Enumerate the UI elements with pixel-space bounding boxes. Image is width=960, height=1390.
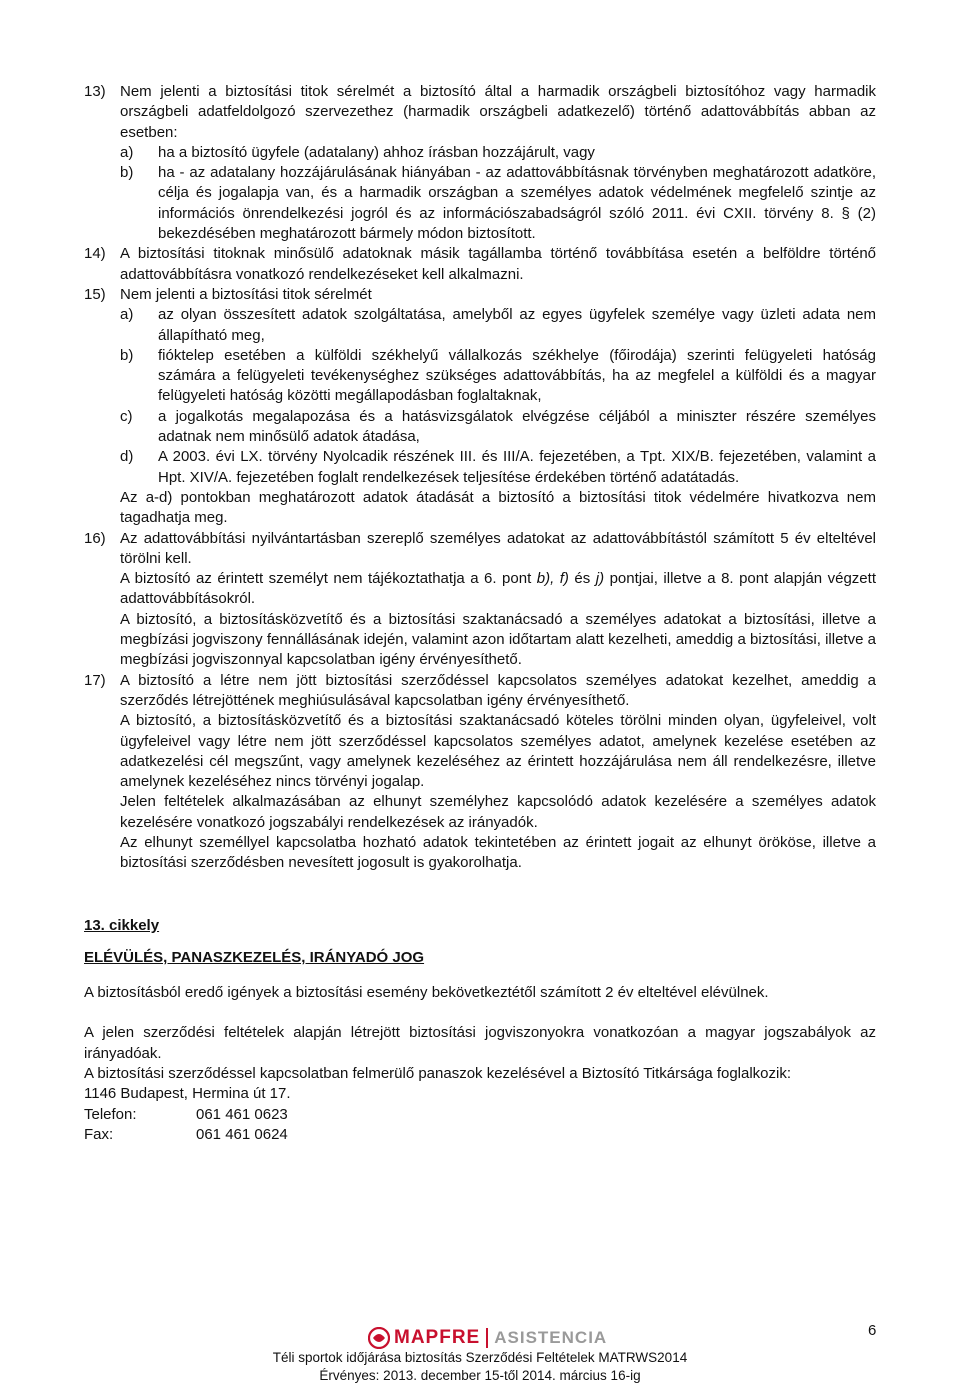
phone-value: 061 461 0623 xyxy=(196,1105,288,1123)
point-ref: f) xyxy=(559,570,569,588)
phone-label: Telefon: xyxy=(84,1105,137,1123)
item-text: Nem jelenti a biztosítási titok sérelmét a biztosító által a harmadik országbeli biztosítóhoz vagy harmadik országbeli adatfeldolgozó szervezethez (harmadik országbeli adatkezelő) történő adattovábbítás abban az esetben: xyxy=(120,83,876,141)
sub-item-text: az olyan összesített adatok szolgáltatása, amelyből az egyes ügyfelek személye vagy üzleti adata nem állapítható meg, xyxy=(158,306,876,344)
sub-item-letter: b) xyxy=(120,164,134,182)
sub-item-b xyxy=(120,163,876,244)
contact-phone xyxy=(84,1105,876,1125)
item-paragraph: A biztosító a létre nem jött biztosítási szerződéssel kapcsolatos személyes adatokat kezelhet, ameddig a szerződés létrejöttének meghiúsulásával kapcsolatban igény érvényesíthető. xyxy=(120,671,876,709)
sub-item-text: ha a biztosító ügyfele (adatalany) ahhoz írásban hozzájárult, vagy xyxy=(158,143,595,161)
section-item-15 xyxy=(84,285,876,529)
contact-fax xyxy=(84,1125,876,1145)
fax-value: 061 461 0624 xyxy=(196,1125,288,1143)
point-ref: j) xyxy=(595,570,605,588)
sub-item-letter: a) xyxy=(120,306,134,324)
sub-item-letter: c) xyxy=(120,407,133,425)
sub-item-letter: b) xyxy=(120,346,134,364)
section-item-14 xyxy=(84,244,876,285)
item-paragraph xyxy=(120,569,876,610)
text-run: pontjai, illetve a 8. pont alapján végzett adattovábbításokról. xyxy=(120,570,876,608)
article-paragraph: A jelen szerződési feltételek alapján létrejött biztosítási jogviszonyokra vonatkozóan a magyar jogszabályok az irányadóak. xyxy=(84,1024,876,1062)
item-number: 13) xyxy=(84,83,106,100)
sub-item-a xyxy=(120,305,876,346)
text-run: és xyxy=(568,570,596,588)
item-number: 17) xyxy=(84,671,106,689)
sub-item-text: a jogalkotás megalapozása és a hatásvizsgálatok elvégzése céljából a miniszter részére személyes adatnak nem minősülő adatok átadása, xyxy=(158,407,876,446)
point-ref: b) xyxy=(536,570,551,588)
item-note: Az a-d) pontokban meghatározott adatok átadását a biztosító a biztosítási titok védelmére hivatkozva nem tagadhatja meg. xyxy=(120,488,876,527)
sub-item-text: A 2003. évi LX. törvény Nyolcadik részének III. és III/A. fejezetében, a Tpt. XIX/B. fejezetében, valamint a Hpt. XIV/A. fejezetében foglalt rendelkezések teljesítése érdekében történő adatátadás. xyxy=(158,448,876,486)
item-text: Nem jelenti a biztosítási titok sérelmét xyxy=(120,285,372,303)
sub-item-a xyxy=(120,143,876,163)
item-paragraph: A biztosító, a biztosításközvetítő és a biztosítási szaktanácsadó köteles törölni minden olyan, ügyfeleivel, volt ügyfeleivel vagy létre nem jött szerződéssel kapcsolatos személyes adatot, amelynek kezelése esetében az adatkezelési cél megszűnt, vagy amelynek kezeléséhez az érintett hozzájárulása nem áll rendelkezésre, illetve amelynek kezeléséhez nincs törvényi jogalap. xyxy=(120,712,876,791)
sub-item-d xyxy=(120,447,876,488)
footer-doc-title: Téli sportok időjárása biztosítás Szerződési Feltételek MATRWS2014 xyxy=(272,1350,688,1365)
sub-item-b xyxy=(120,346,876,407)
sub-item-letter: a) xyxy=(120,143,134,161)
fax-label: Fax: xyxy=(84,1125,114,1143)
page-content xyxy=(84,82,876,1145)
item-number: 16) xyxy=(84,529,106,547)
item-paragraph: Az adattovábbítási nyilvántartásban szereplő személyes adatokat az adattovábbítástól számított 5 év elteltével törölni kell. xyxy=(120,529,876,567)
item-number: 15) xyxy=(84,285,106,303)
contact-address: 1146 Budapest, Hermina út 17. xyxy=(84,1085,291,1103)
logo-brand-text: MAPFRE xyxy=(394,1327,481,1348)
item-number: 14) xyxy=(84,245,106,263)
sub-item-text: ha - az adatalany hozzájárulásának hiányában - az adattovábbításnak törvényben meghatározott adatköre, célja és jogalapja van, és a harmadik országban a személyes adatok védelmének megfelelő szintje az információs önrendelkezési jogról és az információszabadságról szóló 2011. évi CXII. törvény 8. § (2) bekezdésében meghatározott bármely módon biztosított. xyxy=(158,164,876,243)
text-run: A biztosító az érintett személyt nem tájékoztathatja a 6. pont xyxy=(120,570,537,588)
item-text: A biztosítási titoknak minősülő adatoknak másik tagállamba történő továbbítása esetén a belföldre történő adattovábbításra vonatkozó rendelkezéseket kell alkalmazni. xyxy=(120,245,876,283)
text-run: , xyxy=(550,570,560,588)
item-paragraph: Jelen feltételek alkalmazásában az elhunyt személyhez kapcsolódó adatok kezelésére a személyes adatok kezelésére vonatkozó jogszabályi rendelkezések az irányadók. xyxy=(120,793,876,831)
section-item-17 xyxy=(84,671,876,874)
article-title: ELÉVÜLÉS, PANASZKEZELÉS, IRÁNYADÓ JOG xyxy=(84,948,425,966)
article-number: 13. cikkely xyxy=(84,916,160,934)
sub-item-letter: d) xyxy=(120,448,134,466)
item-paragraph: Az elhunyt személlyel kapcsolatba hozható adatok tekintetében az érintett jogait az elhunyt örököse, illetve a biztosítási szerződésben nevesített jogosult is gyakorolhatja. xyxy=(120,833,876,872)
section-item-16 xyxy=(84,529,876,671)
page-number: 6 xyxy=(868,1322,877,1339)
logo-sub-text: ASISTENCIA xyxy=(494,1328,608,1347)
footer-validity: Érvényes: 2013. december 15-től 2014. március 16-ig xyxy=(319,1368,641,1383)
article-paragraph: A biztosításból eredő igények a biztosítási esemény bekövetkeztétől számított 2 év elteltével elévülnek. xyxy=(84,984,769,1002)
page-footer xyxy=(0,1322,960,1390)
item-paragraph: A biztosító, a biztosításközvetítő és a biztosítási szaktanácsadó a személyes adatokat a biztosítási, illetve a megbízási jogviszony fennállásának idején, valamint azon időtartam alatt kezelheti, ameddig a biztosítási, illetve a megbízási jogviszonnyal kapcsolatban igény érvényesíthető. xyxy=(120,610,876,669)
article-paragraph: A biztosítási szerződéssel kapcsolatban felmerülő panaszok kezelésével a Biztosító Titkársága foglalkozik: xyxy=(84,1065,792,1083)
mapfre-emblem-icon xyxy=(368,1327,390,1349)
company-logo xyxy=(368,1326,607,1350)
sub-item-c xyxy=(120,407,876,448)
sub-item-text: fióktelep esetében a külföldi székhelyű vállalkozás székhelye (főirodája) szerinti felügyeleti hatóság számára a felügyeleti tevékenységhez szükséges adattovábbítás, ha az megfelel a külföldi és a magyar felügyeleti hatóság közötti megállapodásban foglaltaknak, xyxy=(158,346,876,405)
logo-divider xyxy=(486,1328,488,1348)
section-item-13 xyxy=(84,82,876,244)
